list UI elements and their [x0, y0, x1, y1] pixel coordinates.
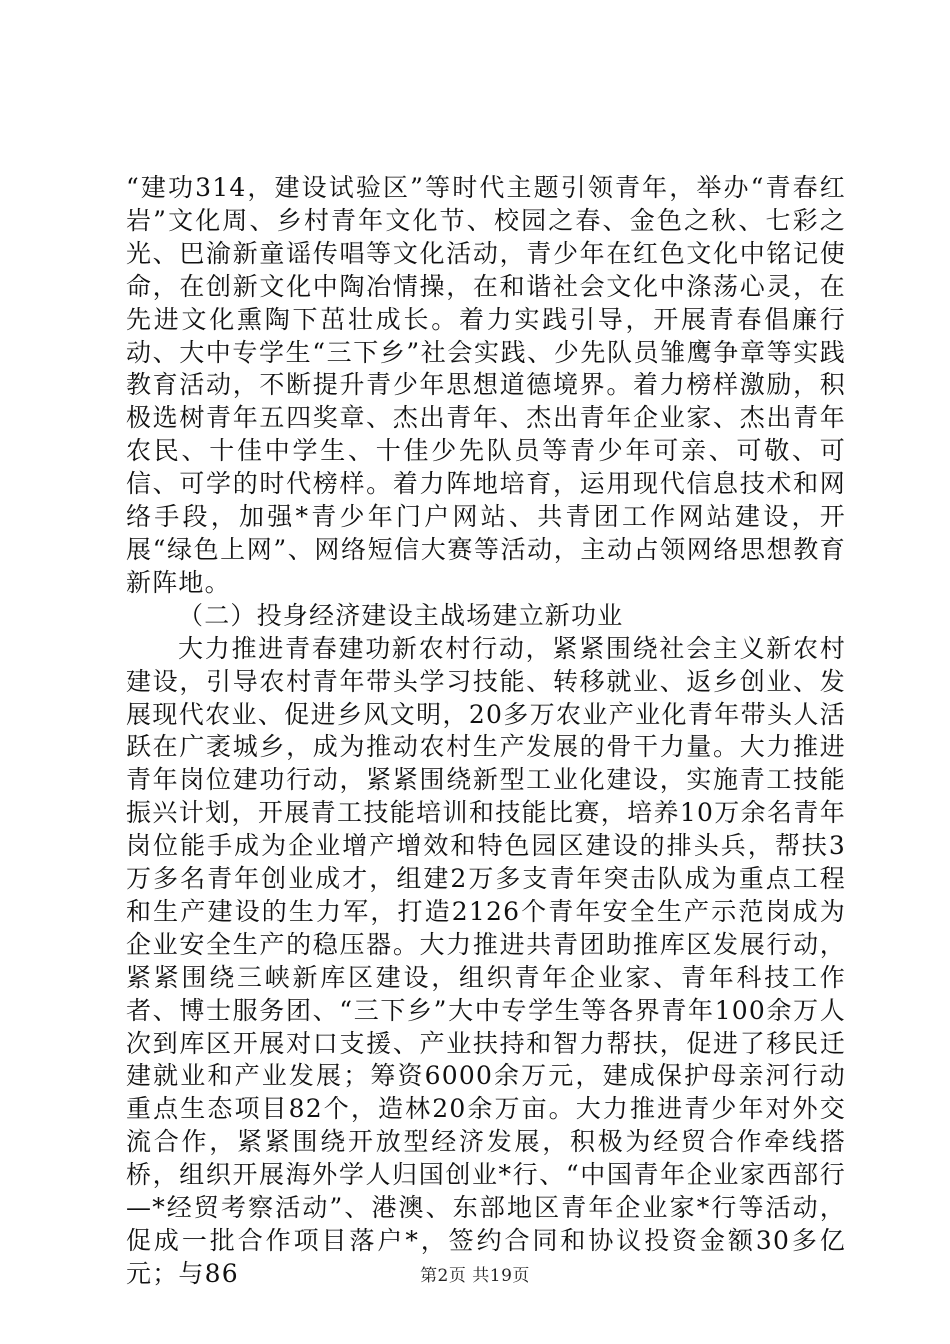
paragraph-economic-construction: 大力推进青春建功新农村行动，紧紧围绕社会主义新农村建设，引导农村青年带头学习技能、转移就业、返乡创业、发展现代农业、促进乡风文明，20多万农业产业化青年带头人活跃在广袤城乡，成为推动农村生产发展的骨干力量。大力推进青年岗位建功行动，紧紧围绕新型工业化建设，实施青工技能振兴计划，开展青工技能培训和技能比赛，培养10万余名青年岗位能手成为企业增产增效和特色园区建设的排头兵，帮扶3万多名青年创业成才，组建2万多支青年突击队成为重点工程和生产建设的生力军，打造2126个青年安全生产示范岗成为企业安全生产的稳压器。大力推进共青团助推库区发展行动，紧紧围绕三峡新库区建设，组织青年企业家、青年科技工作者、博士服务团、“三下乡”大中专学生等各界青年100余万人次到库区开展对口支援、产业扶持和智力帮扶，促进了移民迁建就业和产业发展；筹资6000余万元，建成保护母亲河行动重点生态项目82个，造林20余万亩。大力推进青少年对外交流合作，紧紧围绕开放型经济发展，积极为经贸合作牵线搭桥，组织开展海外学人归国创业*行、“中国青年企业家西部行—*经贸考察活动”、港澳、东部地区青年企业家*行等活动，促成一批合作项目落户*，签约合同和协议投资金额30多亿元；与86 — [126, 633, 846, 1288]
paragraph-continued: “建功314，建设试验区”等时代主题引领青年，举办“青春红岩”文化周、乡村青年文化节、校园之春、金色之秋、七彩之光、巴渝新童谣传唱等文化活动，青少年在红色文化中铭记使命，在创新文化中陶冶情操，在和谐社会文化中涤荡心灵，在先进文化熏陶下茁壮成长。着力实践引导，开展青春倡廉行动、大中专学生“三下乡”社会实践、少先队员雏鹰争章等实践教育活动，不断提升青少年思想道德境界。着力榜样激励，积极选树青年五四奖章、杰出青年、杰出青年企业家、杰出青年农民、十佳中学生、十佳少先队员等青少年可亲、可敬、可信、可学的时代榜样。着力阵地培育，运用现代信息技术和网络手段，加强*青少年门户网站、共青团工作网站建设，开展“绿色上网”、网络短信大赛等活动，主动占领网络思想教育新阵地。 — [126, 173, 846, 597]
section-heading: （二）投身经济建设主战场建立新功业 — [178, 600, 624, 630]
page-footer: 第2页 共19页 — [420, 1266, 530, 1286]
document-body — [126, 172, 846, 1291]
